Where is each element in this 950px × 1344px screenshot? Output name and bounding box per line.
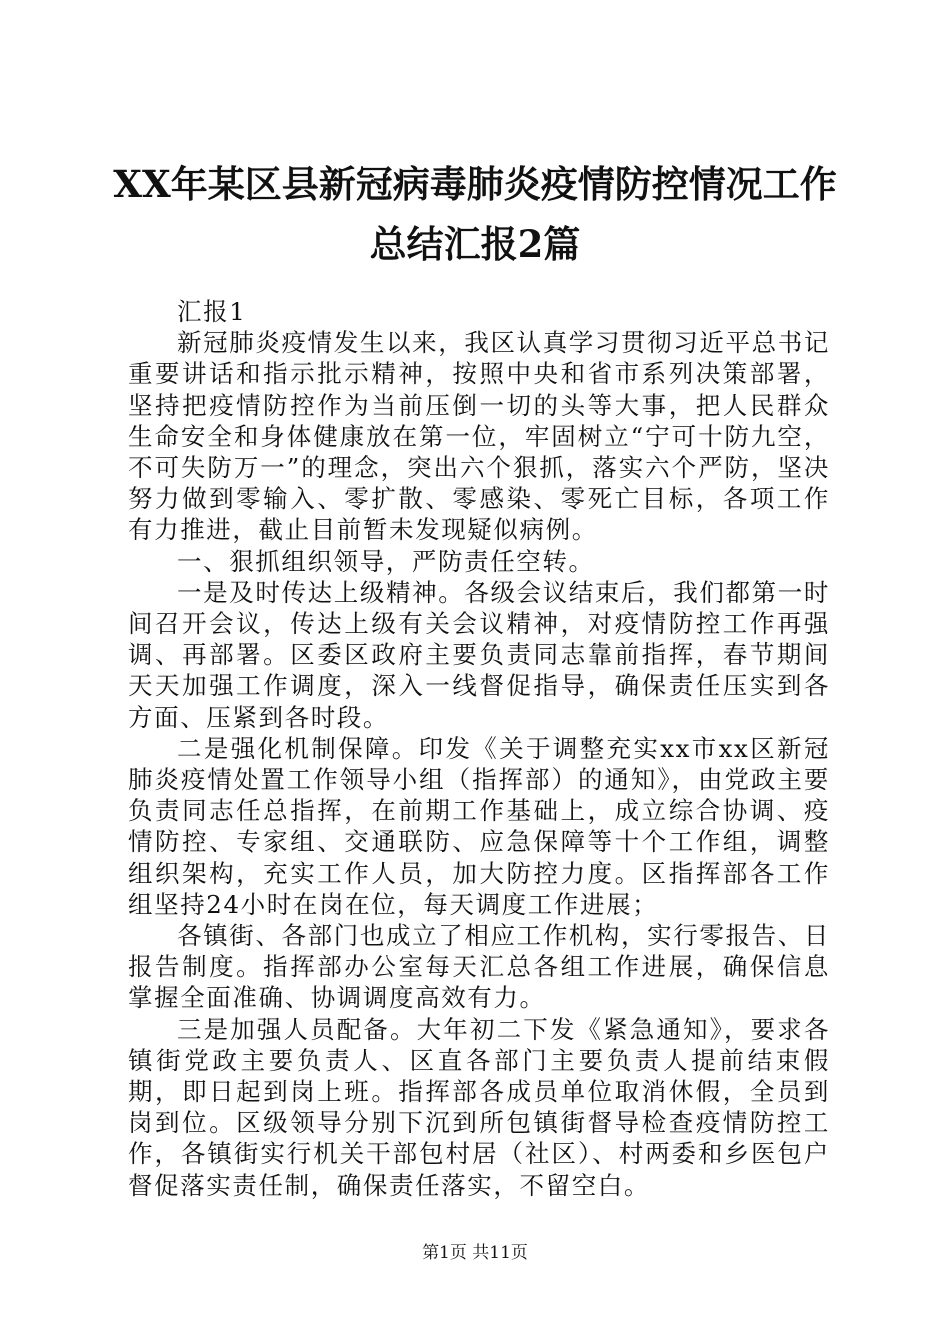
paragraph: 新冠肺炎疫情发生以来，我区认真学习贯彻习近平总书记重要讲话和指示批示精神，按照中央和省市系列决策部署，坚持把疫情防控作为当前压倒一切的头等大事，把人民群众生命安全和身体健康放在第一位，牢固树立“宁可十防九空，不可失防万一”的理念，突出六个狠抓，落实六个严防，坚决努力做到零输入、零扩散、零感染、零死亡目标，各项工作有力推进，截止目前暂未发现疑似病例。: [128, 328, 830, 545]
document-body: [128, 296, 830, 1201]
document-title-line-1: XX年某区县新冠病毒肺炎疫情防控情况工作: [113, 162, 837, 206]
section-heading-report-1: 汇报1: [177, 297, 247, 326]
document-title-line-2: 总结汇报2篇: [369, 222, 581, 266]
section-heading: 一、狠抓组织领导，严防责任空转。: [177, 546, 595, 576]
paragraph: 各镇街、各部门也成立了相应工作机构，实行零报告、日报告制度。指挥部办公室每天汇总各组工作进展，确保信息掌握全面准确、协调调度高效有力。: [128, 921, 830, 1013]
paragraph: 三是加强人员配备。大年初二下发《紧急通知》，要求各镇街党政主要负责人、区直各部门主要负责人提前结束假期，即日起到岗上班。指挥部各成员单位取消休假，全员到岗到位。区级领导分别下沉到所包镇街督导检查疫情防控工作，各镇街实行机关干部包村居（社区）、村两委和乡医包户督促落实责任制，确保责任落实，不留空白。: [128, 1014, 830, 1200]
page-footer: 第1页 共11页: [422, 1243, 528, 1263]
paragraph: 一是及时传达上级精神。各级会议结束后，我们都第一时间召开会议，传达上级有关会议精神，对疫情防控工作再强调、再部署。区委区政府主要负责同志靠前指挥，春节期间天天加强工作调度，深入一线督促指导，确保责任压实到各方面、压紧到各时段。: [128, 577, 830, 732]
paragraph: 二是强化机制保障。印发《关于调整充实xx市xx区新冠肺炎疫情处置工作领导小组（指挥部）的通知》，由党政主要负责同志任总指挥，在前期工作基础上，成立综合协调、疫情防控、专家组、交通联防、应急保障等十个工作组，调整组织架构，充实工作人员，加大防控力度。区指挥部各工作组坚持24小时在岗在位，每天调度工作进展；: [128, 733, 830, 919]
